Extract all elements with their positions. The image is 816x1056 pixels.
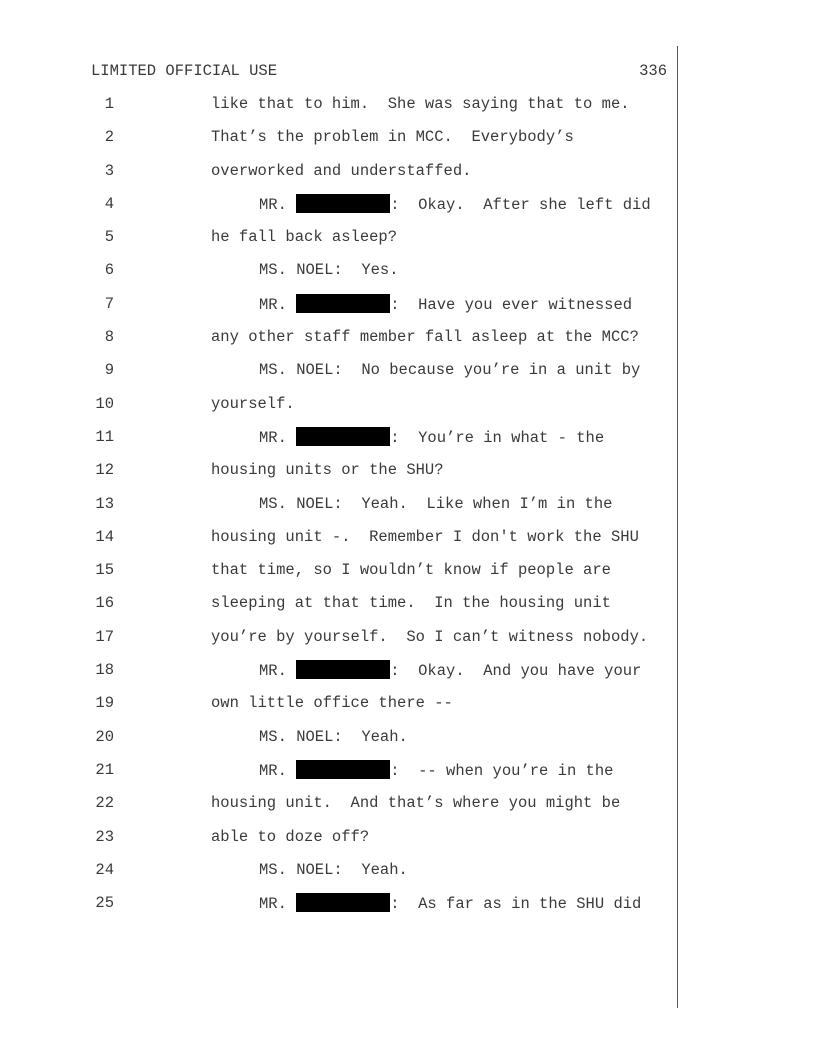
line-number: 8: [104, 328, 114, 347]
line-text: [259, 194, 651, 215]
line-text: [211, 827, 369, 847]
spoken-text: able to doze off?: [211, 827, 370, 846]
transcript-line: [0, 459, 677, 492]
line-number: 16: [95, 594, 114, 613]
transcript-line: [0, 193, 677, 226]
line-number: 5: [104, 228, 114, 247]
spoken-text: MS. NOEL: Yes.: [259, 261, 399, 280]
spoken-text: : As far as in the SHU did: [390, 895, 642, 914]
line-text: [211, 593, 611, 613]
line-number: 24: [95, 860, 114, 879]
line-number: 19: [95, 694, 114, 713]
line-text: [211, 127, 574, 147]
line-number: 3: [104, 161, 114, 180]
line-text: [211, 627, 648, 647]
line-text: [211, 793, 620, 813]
page-number: 336: [639, 62, 667, 80]
line-number: 14: [95, 527, 114, 546]
right-margin-rule: [677, 46, 678, 1008]
line-number: 11: [95, 427, 114, 446]
transcript-line: [0, 359, 677, 392]
line-number: 13: [95, 494, 114, 513]
line-text: [259, 660, 641, 681]
transcript-line: [0, 859, 677, 892]
line-text: [211, 94, 630, 114]
line-number: 10: [95, 394, 114, 413]
transcript-line: [0, 792, 677, 825]
line-text: [259, 260, 399, 280]
line-text: [259, 494, 612, 514]
speaker-label: MR.: [259, 428, 297, 447]
spoken-text: housing units or the SHU?: [211, 461, 444, 480]
transcript-line: [0, 259, 677, 292]
spoken-text: he fall back asleep?: [211, 228, 398, 247]
transcript-line: [0, 726, 677, 759]
spoken-text: : You’re in what - the: [390, 428, 605, 447]
line-text: [211, 161, 471, 181]
spoken-text: you’re by yourself. So I can’t witness nobody.: [211, 627, 649, 646]
transcript-line: [0, 393, 677, 426]
transcript-line: [0, 160, 677, 193]
transcript-lines: [0, 93, 677, 925]
spoken-text: MS. NOEL: No because you’re in a unit by: [259, 361, 641, 380]
spoken-text: overworked and understaffed.: [211, 161, 472, 180]
line-number: 18: [95, 661, 114, 680]
transcript-line: [0, 659, 677, 692]
transcript-line: [0, 126, 677, 159]
line-text: [211, 693, 453, 713]
speaker-label: MR.: [259, 895, 297, 914]
line-text: [259, 760, 613, 781]
line-number: 20: [95, 727, 114, 746]
redaction-bar: [296, 427, 390, 446]
line-text: [259, 360, 640, 380]
redaction-bar: [296, 194, 390, 213]
line-text: [259, 727, 408, 747]
spoken-text: : -- when you’re in the: [390, 761, 614, 780]
line-number: 6: [104, 261, 114, 280]
line-text: [211, 527, 639, 547]
spoken-text: housing unit -. Remember I don't work the SHU: [211, 527, 639, 546]
classification-header: LIMITED OFFICIAL USE: [91, 62, 278, 80]
spoken-text: that time, so I wouldn’t know if people are: [211, 561, 611, 580]
spoken-text: like that to him. She was saying that to me.: [211, 95, 630, 113]
spoken-text: any other staff member fall asleep at the MCC?: [211, 328, 639, 347]
line-number: 21: [95, 760, 114, 779]
speaker-label: MR.: [259, 761, 297, 780]
transcript-line: [0, 626, 677, 659]
line-number: 12: [95, 461, 114, 480]
line-number: 2: [104, 128, 114, 147]
line-text: [211, 227, 397, 247]
spoken-text: : Have you ever witnessed: [390, 295, 633, 314]
spoken-text: yourself.: [211, 394, 295, 413]
line-text: [211, 560, 611, 580]
spoken-text: MS. NOEL: Yeah.: [259, 860, 408, 879]
redaction-bar: [296, 294, 390, 313]
transcript-line: [0, 759, 677, 792]
transcript-line: [0, 892, 677, 925]
transcript-line: [0, 559, 677, 592]
redaction-bar: [296, 893, 390, 912]
line-number: 23: [95, 827, 114, 846]
line-number: 17: [95, 627, 114, 646]
transcript-line: [0, 293, 677, 326]
line-text: [211, 460, 444, 480]
line-number: 1: [104, 95, 114, 113]
line-number: 9: [104, 361, 114, 380]
line-text: [259, 427, 604, 448]
transcript-line: [0, 326, 677, 359]
spoken-text: That’s the problem in MCC. Everybody’s: [211, 128, 574, 147]
transcript-line: [0, 826, 677, 859]
line-text: [259, 860, 408, 880]
line-text: [211, 327, 639, 347]
line-number: 25: [95, 894, 114, 913]
spoken-text: MS. NOEL: Yeah. Like when I’m in the: [259, 494, 613, 513]
transcript-line: [0, 592, 677, 625]
transcript-line: [0, 692, 677, 725]
transcript-line: [0, 226, 677, 259]
spoken-text: housing unit. And that’s where you might be: [211, 794, 621, 813]
transcript-line: [0, 526, 677, 559]
transcript-line: [0, 93, 677, 126]
line-text: [211, 394, 295, 414]
spoken-text: own little office there --: [211, 694, 453, 713]
line-number: 4: [104, 194, 114, 213]
speaker-label: MR.: [259, 195, 297, 214]
spoken-text: MS. NOEL: Yeah.: [259, 727, 408, 746]
transcript-line: [0, 426, 677, 459]
line-text: [259, 294, 632, 315]
speaker-label: MR.: [259, 295, 297, 314]
redaction-bar: [296, 660, 390, 679]
redaction-bar: [296, 760, 390, 779]
line-text: [259, 893, 641, 914]
spoken-text: sleeping at that time. In the housing unit: [211, 594, 611, 613]
line-number: 22: [95, 794, 114, 813]
line-number: 7: [104, 294, 114, 313]
speaker-label: MR.: [259, 662, 297, 681]
line-number: 15: [95, 561, 114, 580]
transcript-line: [0, 493, 677, 526]
spoken-text: : Okay. And you have your: [390, 662, 642, 681]
spoken-text: : Okay. After she left did: [390, 195, 651, 214]
